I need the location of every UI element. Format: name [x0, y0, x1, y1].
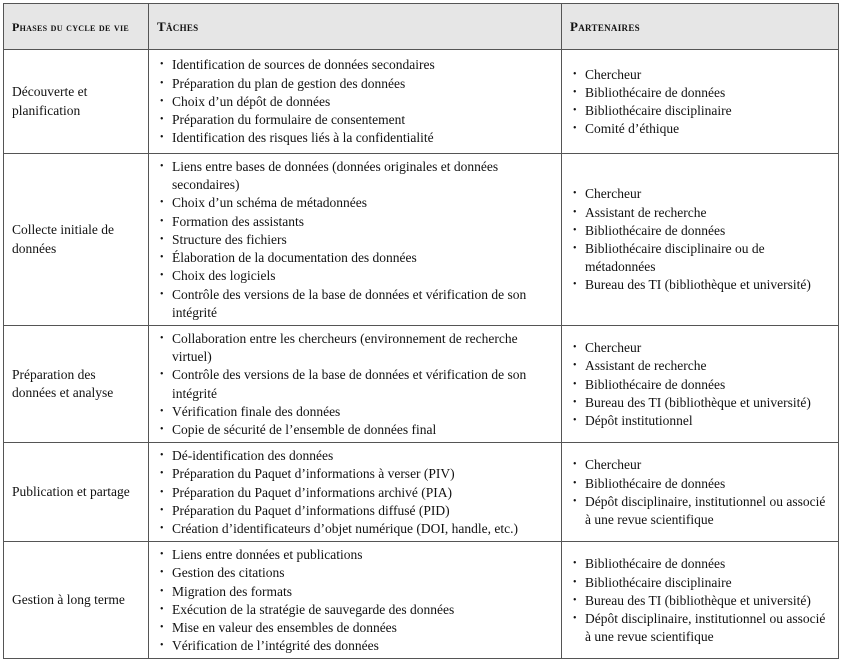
partner-item: • Bureau des TI (bibliothèque et université)	[572, 394, 830, 412]
task-item: • Préparation du formulaire de consentement	[159, 111, 553, 129]
task-item: • Préparation du Paquet d’informations diffusé (PID)	[159, 502, 553, 520]
partner-item: • Chercheur	[572, 339, 830, 357]
partner-item: • Bibliothécaire disciplinaire ou de métadonnées	[572, 240, 830, 276]
partners-list	[572, 339, 830, 430]
phase-cell: Gestion à long terme	[4, 542, 149, 659]
task-item: • Vérification finale des données	[159, 403, 553, 421]
task-item: • Identification de sources de données secondaires	[159, 56, 553, 74]
partner-item: • Dépôt disciplinaire, institutionnel ou associé à une revue scientifique	[572, 610, 830, 646]
task-item: • Mise en valeur des ensembles de données	[159, 619, 553, 637]
phase-cell: Publication et partage	[4, 443, 149, 542]
task-item: • Vérification de l’intégrité des données	[159, 637, 553, 655]
partners-cell	[562, 443, 839, 542]
task-item: • Création d’identificateurs d’objet numérique (DOI, handle, etc.)	[159, 520, 553, 538]
phase-cell: Découverte et planification	[4, 50, 149, 154]
table-row	[4, 443, 839, 542]
task-item: • Contrôle des versions de la base de données et vérification de son intégrité	[159, 286, 553, 322]
table-row	[4, 154, 839, 326]
task-item: • Liens entre bases de données (données originales et données secondaires)	[159, 158, 553, 194]
partner-item: • Bibliothécaire disciplinaire	[572, 102, 830, 120]
partner-item: • Assistant de recherche	[572, 357, 830, 375]
table-row	[4, 326, 839, 443]
task-item: • Choix d’un schéma de métadonnées	[159, 194, 553, 212]
header-row	[4, 4, 839, 50]
task-item: • Gestion des citations	[159, 564, 553, 582]
task-item: • Choix d’un dépôt de données	[159, 93, 553, 111]
header-tasks: Tâches	[149, 4, 562, 50]
partner-item: • Dépôt disciplinaire, institutionnel ou associé à une revue scientifique	[572, 493, 830, 529]
task-item: • Dé-identification des données	[159, 447, 553, 465]
task-item: • Copie de sécurité de l’ensemble de données final	[159, 421, 553, 439]
lifecycle-table	[3, 3, 839, 659]
task-item: • Identification des risques liés à la confidentialité	[159, 129, 553, 147]
partner-item: • Bureau des TI (bibliothèque et université)	[572, 276, 830, 294]
task-item: • Choix des logiciels	[159, 267, 553, 285]
tasks-cell	[149, 154, 562, 326]
task-item: • Préparation du Paquet d’informations archivé (PIA)	[159, 484, 553, 502]
task-item: • Formation des assistants	[159, 213, 553, 231]
partner-item: • Chercheur	[572, 185, 830, 203]
partner-item: • Chercheur	[572, 66, 830, 84]
task-item: • Préparation du plan de gestion des données	[159, 75, 553, 93]
table-body	[4, 50, 839, 659]
tasks-list	[159, 546, 553, 655]
task-item: • Liens entre données et publications	[159, 546, 553, 564]
partner-item: • Bibliothécaire de données	[572, 376, 830, 394]
tasks-cell	[149, 443, 562, 542]
partner-item: • Bibliothécaire de données	[572, 475, 830, 493]
tasks-list	[159, 56, 553, 147]
partners-cell	[562, 542, 839, 659]
partners-cell	[562, 154, 839, 326]
task-item: • Contrôle des versions de la base de données et vérification de son intégrité	[159, 366, 553, 402]
partners-list	[572, 555, 830, 646]
phase-cell: Collecte initiale de données	[4, 154, 149, 326]
task-item: • Exécution de la stratégie de sauvegarde des données	[159, 601, 553, 619]
tasks-list	[159, 447, 553, 538]
task-item: • Migration des formats	[159, 583, 553, 601]
tasks-cell	[149, 50, 562, 154]
task-item: • Structure des fichiers	[159, 231, 553, 249]
tasks-list	[159, 330, 553, 439]
tasks-list	[159, 158, 553, 322]
partner-item: • Dépôt institutionnel	[572, 412, 830, 430]
partner-item: • Bibliothécaire de données	[572, 222, 830, 240]
tasks-cell	[149, 542, 562, 659]
partner-item: • Bibliothécaire de données	[572, 84, 830, 102]
partner-item: • Chercheur	[572, 456, 830, 474]
partner-item: • Bureau des TI (bibliothèque et université)	[572, 592, 830, 610]
partner-item: • Bibliothécaire de données	[572, 555, 830, 573]
phase-cell: Préparation des données et analyse	[4, 326, 149, 443]
table-row	[4, 50, 839, 154]
tasks-cell	[149, 326, 562, 443]
partners-list	[572, 456, 830, 529]
partner-item: • Assistant de recherche	[572, 204, 830, 222]
table-row	[4, 542, 839, 659]
task-item: • Collaboration entre les chercheurs (environnement de recherche virtuel)	[159, 330, 553, 366]
header-phase: Phases du cycle de vie	[4, 4, 149, 50]
partners-cell	[562, 50, 839, 154]
partners-cell	[562, 326, 839, 443]
task-item: • Élaboration de la documentation des données	[159, 249, 553, 267]
partners-list	[572, 66, 830, 139]
task-item: • Préparation du Paquet d’informations à verser (PIV)	[159, 465, 553, 483]
partners-list	[572, 185, 830, 294]
partner-item: • Bibliothécaire disciplinaire	[572, 574, 830, 592]
header-partners: Partenaires	[562, 4, 839, 50]
partner-item: • Comité d’éthique	[572, 120, 830, 138]
